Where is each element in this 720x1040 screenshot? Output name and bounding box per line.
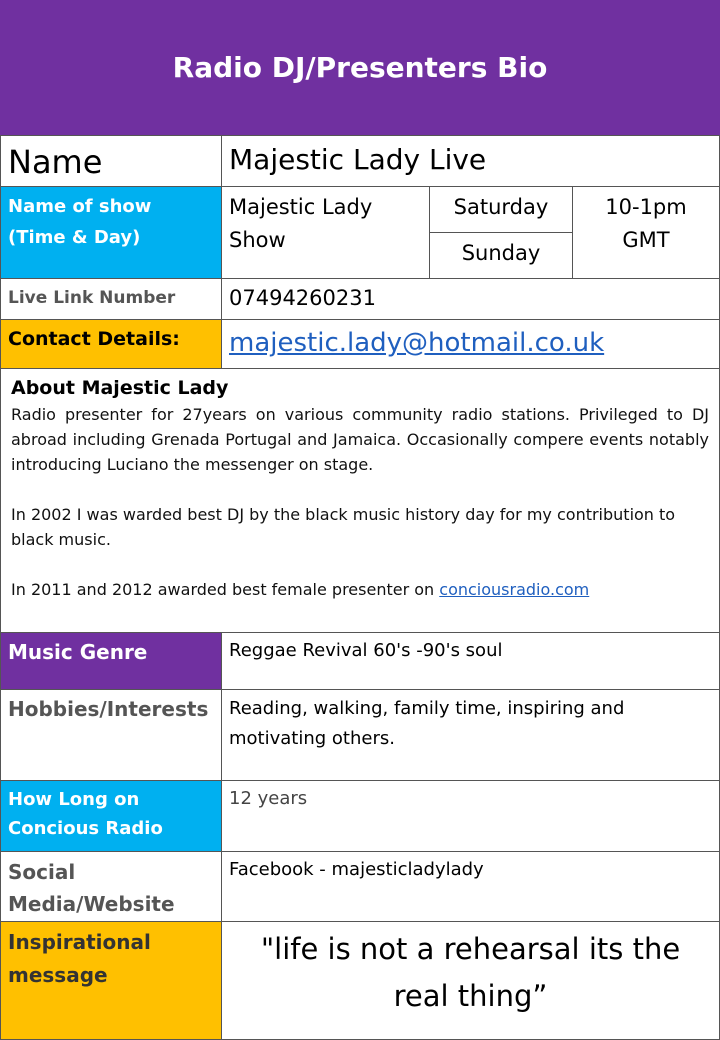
how-long-value-cell <box>221 780 720 852</box>
concious-radio-link[interactable]: conciousradio.com <box>439 580 590 599</box>
about-spacer-1 <box>11 477 709 502</box>
social-value-cell <box>221 851 720 922</box>
contact-email-link[interactable]: majestic.lady@hotmail.co.uk <box>229 328 605 358</box>
show-time: 10-1pm GMT <box>605 195 687 252</box>
name-value-cell <box>221 135 720 187</box>
inspiration-value-cell <box>221 921 720 1040</box>
show-day1-cell <box>429 186 573 233</box>
how-long-label-cell <box>0 780 222 852</box>
live-link-value: 07494260231 <box>229 286 376 310</box>
genre-label: Music Genre <box>8 640 148 664</box>
social-label: Social Media/Website <box>8 860 175 916</box>
about-spacer-2 <box>11 552 709 577</box>
show-time-cell <box>572 186 720 279</box>
show-label: Name of show (Time & Day) <box>8 196 152 248</box>
genre-value: Reggae Revival 60's -90's soul <box>229 640 503 661</box>
name-value: Majestic Lady Live <box>229 143 487 176</box>
hobbies-value-cell <box>221 689 720 781</box>
about-para-1: Radio presenter for 27years on various community radio stations. Privileged to DJ abroad including Grenada Portugal and Jamaica. Occasionally compere events notably introducing Luciano the messenger on stage. <box>11 405 709 474</box>
header-banner <box>0 0 720 135</box>
show-name-cell <box>221 186 430 279</box>
contact-label: Contact Details: <box>8 328 180 350</box>
show-name: Majestic Lady Show <box>229 195 373 252</box>
genre-value-cell <box>221 632 720 690</box>
about-cell <box>0 368 720 633</box>
show-label-cell <box>0 186 222 279</box>
name-label: Name <box>8 143 103 181</box>
contact-label-cell <box>0 319 222 369</box>
social-value: Facebook - majesticladylady <box>229 859 484 880</box>
social-label-cell <box>0 851 222 922</box>
about-para-3 <box>11 577 709 602</box>
page-title: Radio DJ/Presenters Bio <box>172 51 548 84</box>
name-label-cell <box>0 135 222 187</box>
live-link-label: Live Link Number <box>8 288 176 308</box>
hobbies-label: Hobbies/Interests <box>8 697 209 721</box>
hobbies-label-cell <box>0 689 222 781</box>
show-day2-cell <box>429 232 573 279</box>
about-title: About Majestic Lady <box>11 377 229 399</box>
how-long-value: 12 years <box>229 788 308 809</box>
hobbies-value: Reading, walking, family time, inspiring and motivating others. <box>229 698 625 749</box>
bio-table <box>0 135 720 1040</box>
show-day1: Saturday <box>453 195 549 219</box>
about-para-2: In 2002 I was warded best DJ by the black music history day for my contribution to black music. <box>11 505 676 549</box>
inspiration-label: Inspirational message <box>8 930 151 987</box>
show-day2: Sunday <box>461 241 541 265</box>
contact-value-cell <box>221 319 720 369</box>
how-long-label: How Long on Concious Radio <box>8 789 163 839</box>
about-para-3-text: In 2011 and 2012 awarded best female presenter on <box>11 580 440 599</box>
live-link-label-cell <box>0 278 222 320</box>
genre-label-cell <box>0 632 222 690</box>
inspiration-value: "life is not a rehearsal its the real thing” <box>260 932 681 1013</box>
inspiration-label-cell <box>0 921 222 1040</box>
live-link-value-cell <box>221 278 720 320</box>
